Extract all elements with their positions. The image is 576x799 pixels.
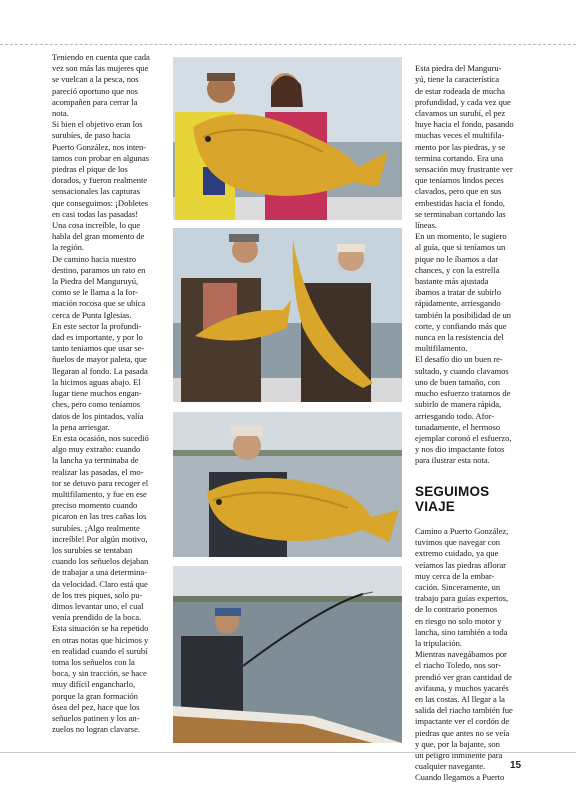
photo-two-anglers-with-dorados: [173, 228, 402, 402]
footer-divider: [0, 752, 576, 753]
article-paragraphs-part2: Camino a Puerto González, tuvimos que navegar con extremo cuidado, ya que veíamos las piedras aflorar muy cerca de la embar- cación. Sinceramente, un trabajo para guías expertos, de lo contrario ponemos en riesgo no solo motor y lancha, sino también a toda la tripulación. Mientras navegábamos por el riacho Toledo, nos sor- prendió ver gran cantidad de avifauna, y muchos yacarés en las costas. Al llegar a la salida del riacho también fue impactante ver el cordón de piedras que antes no se veía y que, por la bajante, son un peligro inminente para cualquier navegante. Cuando llegamos a Puerto: [415, 525, 513, 783]
photo-couple-with-dorado: [173, 57, 402, 220]
article-column-left: Teniendo en cuenta que cada vez son más las mujeres que se vuelcan a la pesca, nos pareció oportuno que nos acompañen para cerrar la nota. Si bien el objetivo eran los surubíes, de paso hacia Puerto González, nos inten- tamos con probar en algunas piedras el pique de los dorados, y fueron realmente sensacionales las capturas que conseguimos: ¡Dobletes en casi todas las pasadas! Una cosa increíble, lo que habla del gran momento de la región. De camino hacia nuestro destino, paramos un rato en la Piedra del Manguruyú, como se le llama a la for- mación rocosa que se ubica cerca de Punta Iglesias. En este sector la profundi- dad es importante, y por lo tanto teníamos que usar se- ñuelos de mayor paleta, que llegaran al fondo. La pasada la hicimos aguas abajo. El lugar tiene muchos engan- ches, pero como teníamos datos de los pintados, valía la pena arriesgar. En esta ocasión, nos sucedió algo muy extraño: cuando la lancha ya terminaba de realizar las pasadas, el mo- tor se detuvo para recoger el multifilamento, y fue en ese preciso momento cuando picaron en las tres cañas los surubíes. ¡Algo realmente increíble! Por algún motivo, los surubíes se tentaban cuando los señuelos dejaban de trabajar a una determina- da velocidad. Claro está que de los tres piques, solo pu- dimos levantar uno, el cual venía prendido de la boca. Esta situación se ha repetido en otras notas que hicimos y en realidad cuando el surubí toma los señuelos con la boca, y sin tracción, se hace muy difícil engancharlo, porque la gran formación ósea del pez, hace que los señuelos patinen y los an- zuelos no logran clavarse.: [52, 52, 150, 735]
photo-angler-with-dorado: [173, 412, 402, 557]
top-divider: [0, 44, 576, 45]
section-heading: SEGUIMOS VIAJE: [415, 483, 490, 514]
article-column-right: [415, 52, 531, 795]
photo-angler-fighting-fish: [173, 566, 402, 743]
page-number: 15: [510, 760, 522, 771]
article-paragraphs-part1: Esta piedra del Manguru- yú, tiene la característica de estar rodeada de mucha profundidad, y cada vez que clavamos un surubí, el pez huye hacia el fondo, pasando muchas veces el multifila- mento por las piedras, y se termina cortando. Era una sensación muy frustrante ver que teníamos lindos peces clavados, pero que en sus embestidas hacia el fondo, se terminaban cortando las líneas. En un momento, le sugiero al guía, que si teníamos un pique no le íbamos a dar chances, y con la estrella bastante más ajustada íbamos a tratar de subirlo rápidamente, arriesgando también la posibilidad de un corte, y confiando más que nunca en la resistencia del multifilamento. El desafío dio un buen re- sultado, y cuando clavamos uno de buen tamaño, con mucho esfuerzo tratamos de subirlo de manera rápida, arriesgando todo. Afor- tunadamente, el hermoso ejemplar coronó el esfuerzo, y nos dio impactante fotos para ilustrar esta nota.: [415, 63, 514, 466]
